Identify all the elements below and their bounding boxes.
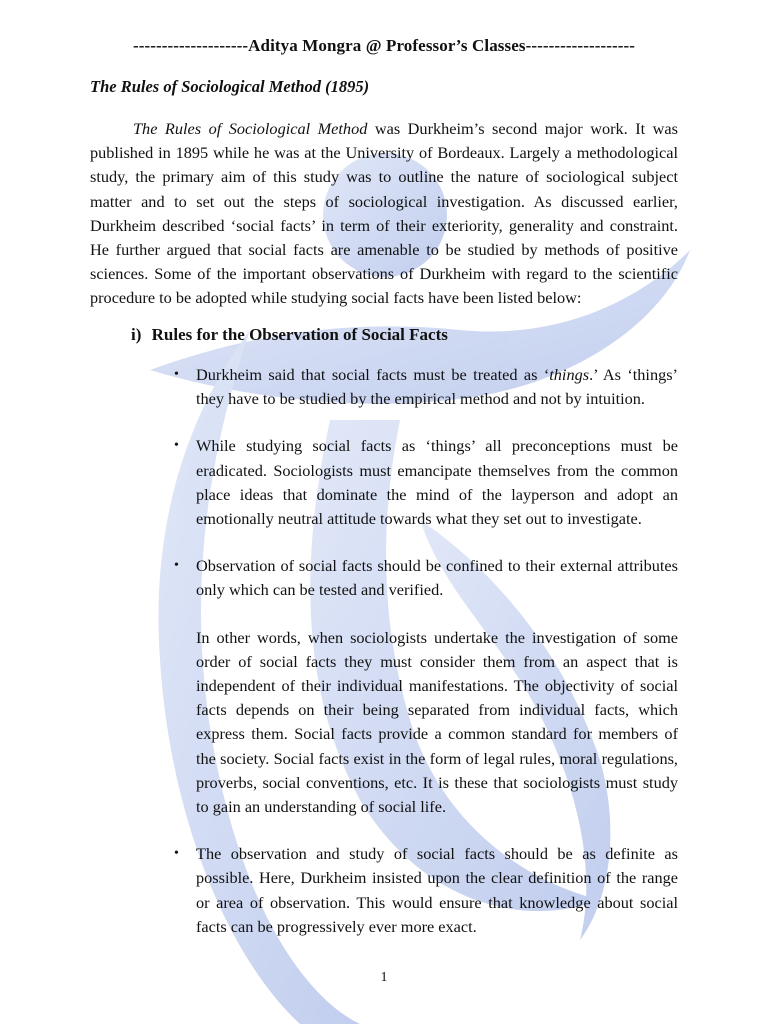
intro-paragraph [90, 117, 678, 311]
bullet-icon: • [174, 558, 179, 574]
bullet-icon: • [174, 846, 179, 862]
intro-title-italic: The Rules of Sociological Method [133, 119, 368, 138]
list-item [174, 554, 678, 819]
bullet-text: The observation and study of social facts should be as definite as possible. Here, Durkheim insisted upon the clear definition of the range or area of observation. This would ensure that knowledge about social facts can be progressively ever more exact. [196, 844, 678, 936]
bullet-sub-paragraph: In other words, when sociologists undertake the investigation of some order of social facts they must consider them from an aspect that is independent of their individual manifestations. The objectivity of social facts depends on their being separated from individual facts, which express them. Social facts provide a common standard for members of the society. Social facts exist in the form of legal rules, moral regulations, proverbs, social conventions, etc. It is these that sociologists must study to gain an understanding of social life. [196, 627, 678, 817]
subsection-heading-text: Rules for the Observation of Social Facts [151, 325, 448, 344]
bullet-icon: • [174, 367, 179, 382]
bullet-text-italic: things [549, 365, 590, 384]
bullet-icon: • [174, 438, 179, 454]
bullet-text: Observation of social facts should be confined to their external attributes only which can be tested and verified. [196, 556, 678, 600]
section-title: The Rules of Sociological Method (1895) [90, 77, 370, 96]
bullet-text-before: Durkheim said that social facts must be treated as ‘ [196, 365, 550, 384]
intro-text: was Durkheim’s second major work. It was published in 1895 while he was at the University of Bordeaux. Largely a methodological study, the primary aim of this study was to outline the nature of sociological subject matter and to set out the steps of sociological investigation. As discussed earlier, Durkheim described ‘social facts’ in term of their exteriority, generality and constraint. He further argued that social facts are amenable to be studied by methods of positive sciences. Some of the important observations of Durkheim with regard to the scientific procedure to be adopted while studying social facts have been listed below: [90, 119, 678, 308]
list-item [174, 842, 678, 939]
subsection-number: i) [131, 325, 142, 344]
rules-bullet-list [174, 363, 678, 962]
bullet-text: While studying social facts as ‘things’ all preconceptions must be eradicated. Sociologists must emancipate themselves from the common place ideas that dominate the mind of the layperson and adopt an emotionally neutral attitude towards what they set out to investigate. [196, 436, 678, 529]
page-number: 1 [380, 970, 388, 985]
list-item [174, 434, 678, 531]
bullet-text-after: .’ As ‘things’ they have to be studied by the empirical method and not by intuition. [196, 365, 678, 409]
page-header: --------------------Aditya Mongra @ Professor’s Classes------------------- [132, 36, 636, 55]
list-item [174, 363, 678, 411]
subsection-heading [131, 325, 448, 345]
